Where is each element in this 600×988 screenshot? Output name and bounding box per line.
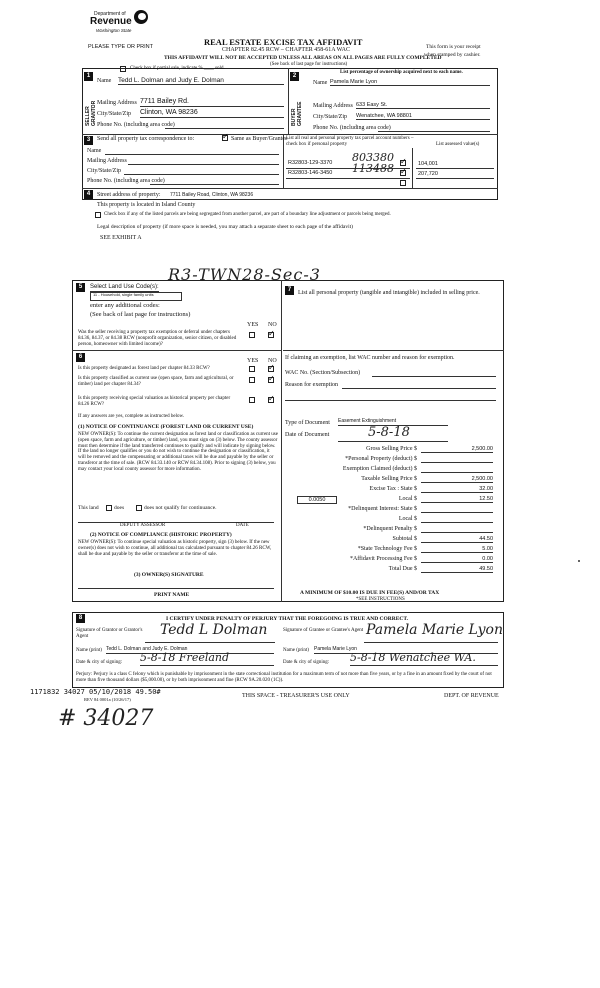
scan-speck [578, 560, 580, 562]
s5-question-1: Was the seller receiving a property tax exemption or deferral under chapters 84.36, 84.37, or 84.38 RCW (nonprofit organization, senior citizen, or disabled person, homeowner with limited income)? [78, 330, 237, 347]
dor-logo-icon [134, 10, 148, 24]
buyer-grantee-label: BUYER GRANTEE [291, 101, 303, 126]
receipt-note-2: when stamped by cashier. [424, 52, 481, 58]
grantee-sig-label: Signature of Grantee or Grantee's Agent [283, 628, 364, 633]
deputy-assessor-label: DEPUTY ASSESSOR [120, 523, 166, 528]
row-subtotal: Subtotal $ 44.50 [392, 536, 493, 542]
certify-statement: I CERTIFY UNDER PENALTY OF PERJURY THAT THE FOREGOING IS TRUE AND CORRECT. [166, 616, 409, 622]
notice1-body: NEW OWNER(S): To continue the current designation as forest land or classification as current use (open space, farm and agriculture, or timber) land, you must sign on (3) below. The county assessor must then determine if the land transferred continues to qualify and will indicate by signing below. If the land no longer qualifies or you do not wish to continue the designation or classification, it will be removed and the compensating or additional taxes will be due and payable by the seller or transferor at the time of sale. (RCW 84.33.140 or RCW 84.34.108). Prior to signing (3) below, you may contact your local county assessor for more information. [78, 432, 278, 472]
s5-q1-no[interactable] [268, 332, 274, 339]
grantee-name-print[interactable]: Pamela Marie Lyon [314, 647, 498, 654]
select-use-label: Select Land Use Code(s): [90, 284, 159, 290]
seller-phone-label: Phone No. (including area code) [97, 122, 175, 128]
property-location: This property is located in Island County [97, 202, 196, 208]
washington-state-label: Washington State [96, 28, 132, 33]
tax-rows [285, 446, 497, 576]
assessed-header: List assessed value(s) [436, 142, 480, 147]
notice2-title: (2) NOTICE OF COMPLIANCE (HISTORIC PROPERTY) [90, 532, 232, 538]
street-address-value[interactable]: 7711 Bailey Road, Clinton, WA 98236 [170, 193, 290, 200]
doc-type-label: Type of Document [285, 420, 330, 426]
does-not-label: does not qualify for continuance. [144, 505, 217, 511]
handwritten-receipt-number: # 34027 [58, 706, 154, 731]
s5-q1-yes[interactable] [249, 332, 255, 339]
buyer-name-label: Name [313, 80, 328, 86]
tax-city-label: City/State/Zip [87, 168, 121, 174]
seller-grantor-label: SELLER GRANTOR [85, 100, 97, 126]
wac-label: WAC No. (Section/Subsection) [285, 370, 361, 376]
parcel-handwritten-1: 803380 [352, 151, 394, 164]
form-title: REAL ESTATE EXCISE TAX AFFIDAVIT [204, 37, 363, 47]
does-not-checkbox[interactable] [136, 505, 142, 512]
tax-name-label: Name [87, 148, 102, 154]
land-use-code-value: 11 - Household, single family units [93, 292, 154, 297]
s6-q1-no[interactable] [268, 366, 274, 373]
local-rate-box[interactable]: 0.0050 [297, 496, 337, 504]
does-checkbox[interactable] [106, 505, 112, 512]
owner-signature-label: (3) OWNER(S) SIGNATURE [134, 572, 204, 578]
parcel-header: List all real and personal property tax parcel account numbers – check box if personal property [286, 136, 414, 147]
parcel-number-1[interactable]: R32803-129-3370 [288, 160, 333, 166]
grantor-signature[interactable]: Tedd L Dolman [160, 622, 268, 638]
handwritten-range-note: R3-TWN28-Sec-3 [168, 265, 321, 284]
same-as-buyer-label: Same as Buyer/Grantee [231, 136, 288, 142]
s6-q3-no[interactable] [268, 397, 274, 404]
parcel-value-2[interactable]: 207,720 [418, 171, 438, 177]
segregated-label: Check box if any of the listed parcels are being segregated from another parcel, are part of a boundary line adjustment or parcels being merged. [104, 212, 391, 217]
parcel-number-2[interactable]: R32803-146-3450 [288, 170, 333, 176]
see-back-label: (See back of last page for instructions) [90, 311, 191, 318]
row-taxable: Taxable Selling Price $ 2,500.00 [361, 476, 493, 482]
treasurer-use-label: THIS SPACE - TREASURER'S USE ONLY [242, 693, 350, 699]
s6-yes-header: YES [247, 358, 259, 364]
buyer-phone-label: Phone No. (including area code) [313, 125, 391, 131]
section-6-number: 6 [76, 353, 85, 362]
segregated-checkbox[interactable] [95, 212, 101, 219]
section-8-number: 8 [76, 614, 85, 623]
doc-date-value[interactable]: 5-8-18 [338, 426, 448, 442]
deputy-date-label: DATE [236, 523, 249, 528]
row-delinquent-local: Local $ [285, 516, 497, 526]
grantee-signature[interactable]: Pamela Marie Lyon [366, 622, 503, 638]
grantor-date-city[interactable]: 5-8-18 Freeland [140, 652, 274, 666]
s6-question-1: Is this property designated as forest land per chapter 84.33 RCW? [78, 366, 210, 371]
section-5-number: 5 [76, 283, 85, 292]
revenue-wordmark: Revenue [90, 16, 132, 27]
notice2-body: NEW OWNER(S): To continue special valuation as historic property, sign (3) below. If the new owner(s) does not wish to continue, all additional tax calculated pursuant to chapter 84.26 RCW, shall be due and payable by the seller or transferor at the time of sale. [78, 540, 272, 557]
s5-no-header: NO [268, 322, 277, 328]
notice1-title: (1) NOTICE OF CONTINUANCE (FOREST LAND OR CURRENT USE) [78, 424, 254, 430]
section-2-number: 2 [290, 72, 299, 81]
parcel-value-1[interactable]: 104,001 [418, 161, 438, 167]
land-use-code-box[interactable] [90, 292, 182, 301]
see-instructions-note: *SEE INSTRUCTIONS [356, 597, 405, 602]
form-chapter: CHAPTER 82.45 RCW – CHAPTER 458-61A WAC [222, 47, 350, 53]
seller-name-label: Name [97, 78, 112, 84]
tax-mailing-label: Mailing Address [87, 158, 127, 164]
grantor-date-city-label: Date & city of signing: [76, 660, 123, 665]
personal-property-label: List all personal property (tangible and intangible) included in selling price. [298, 290, 480, 296]
row-excise-state: Excise Tax : State $ 32.00 [369, 486, 493, 492]
row-delinquent-state: *Delinquent Interest: State $ [285, 506, 497, 516]
grantee-date-city[interactable]: 5-8-18 Wenatchee WA. [350, 652, 498, 666]
grantee-name-print-label: Name (print) [283, 648, 309, 653]
buyer-mailing-value[interactable]: 633 Easy St. [356, 102, 490, 109]
seller-city-label: City/State/Zip [97, 111, 131, 117]
grantor-name-print[interactable]: Tedd L. Dolman and Judy E. Dolman [106, 647, 274, 654]
parcel-handwritten-2: 113488 [352, 162, 394, 175]
section-4-number: 4 [84, 190, 93, 199]
row-tech-fee: *State Technology Fee $ 5.00 [357, 546, 493, 552]
grantee-date-city-label: Date & city of signing: [283, 660, 330, 665]
s6-q2-no[interactable] [268, 377, 274, 384]
send-tax-label: Send all property tax correspondence to: [97, 136, 195, 142]
minimum-due-note: A MINIMUM OF $10.00 IS DUE IN FEE(S) AND/OR TAX [300, 590, 440, 596]
form-number: REV 84 0001a (10/26/17) [84, 697, 131, 702]
s6-question-2: Is this property classified as current use (open space, farm and agricultural, or timber) land per chapter 84.34? [78, 376, 234, 387]
buyer-city-value[interactable]: Wenatchee, WA 98801 [356, 113, 490, 120]
seller-mailing-value[interactable]: 7711 Bailey Rd. [140, 98, 284, 107]
section-1-number: 1 [84, 72, 93, 81]
dept-of-label: Department of [94, 11, 126, 17]
s6-q2-yes[interactable] [249, 377, 255, 384]
row-excise-local: 0.0050 Local $ 12.50 [285, 496, 497, 506]
grantor-name-print-label: Name (print) [76, 648, 102, 653]
additional-codes-label: enter any additional codes: [90, 302, 160, 309]
s6-any-yes: If any answers are yes, complete as instructed below. [78, 414, 185, 419]
partial-sale-checkbox[interactable] [120, 66, 126, 73]
partial-sale-label: Check box if partial sale, indicate % ____ sold. [130, 66, 225, 71]
receipt-note-1: This form is your receipt [426, 44, 481, 50]
s6-q1-yes[interactable] [249, 366, 255, 373]
perjury-statement: Perjury: Perjury is a class C felony which is punishable by imprisonment in the state correctional institution for a maximum term of not more than five years, or by a fine in an amount fixed by the court of not more than five thousand dollars ($5,000.00), or by both imprisonment and fine (RCW 9A.20.020 (1C)). [76, 672, 492, 683]
buyer-mailing-label: Mailing Address [313, 103, 353, 109]
parcel-checkbox-3[interactable] [400, 180, 406, 187]
reason-label: Reason for exemption [285, 382, 338, 388]
this-land-label: This land [78, 505, 99, 511]
exhibit-a-label: SEE EXHIBIT A [100, 235, 142, 241]
row-exemption: Exemption Claimed (deduct) $ [285, 466, 497, 476]
s6-question-3: Is this property receiving special valuation as historical property per chapter 84.26 RCW? [78, 396, 231, 407]
grantor-sig-label: Signature of Grantor or Grantor's Agent [76, 628, 143, 639]
does-label: does [114, 505, 125, 511]
section-3-number: 3 [84, 136, 93, 145]
seller-city-value[interactable]: Clinton, WA 98236 [140, 109, 284, 118]
s6-q3-yes[interactable] [249, 397, 255, 404]
s5-yes-header: YES [247, 322, 259, 328]
treasurer-stamp: 1171832 34027 05/10/2018 49.50# [30, 688, 161, 696]
s6-no-header: NO [268, 358, 277, 364]
buyer-city-label: City/State/Zip [313, 114, 347, 120]
dor-logo [90, 6, 160, 36]
row-gross: Gross Selling Price $ 2,500.00 [366, 446, 493, 452]
row-processing-fee: *Affidavit Processing Fee $ 0.00 [349, 556, 493, 562]
ownership-pct-header: List percentage of ownership acquired next to each name. [340, 70, 463, 75]
doc-type-value[interactable]: Easement Extinguishment [338, 419, 448, 426]
row-total-due: Total Due $ 49.50 [388, 566, 493, 572]
tax-phone-label: Phone No. (including area code) [87, 178, 165, 184]
type-or-print: PLEASE TYPE OR PRINT [88, 44, 154, 50]
print-name-label: PRINT NAME [154, 592, 190, 598]
seller-name-value[interactable]: Tedd L. Dolman and Judy E. Dolman [118, 77, 284, 85]
legal-description-label: Legal description of property (if more space is needed, you may attach a separate sheet to each page of the affidavit) [97, 224, 353, 230]
dept-revenue-label: DEPT. OF REVENUE [444, 693, 499, 699]
row-penalty: *Delinquent Penalty $ [285, 526, 497, 536]
row-personal: *Personal Property (deduct) $ [285, 456, 497, 466]
section-7-number: 7 [285, 286, 294, 295]
seller-mailing-label: Mailing Address [97, 100, 137, 106]
form-warning: THIS AFFIDAVIT WILL NOT BE ACCEPTED UNLESS ALL AREAS ON ALL PAGES ARE FULLY COMPLETED [164, 55, 442, 61]
street-address-label: Street address of property: [97, 192, 161, 198]
same-as-buyer-checkbox[interactable] [222, 135, 228, 142]
see-back-instructions: (See back of last page for instructions) [270, 62, 348, 67]
doc-date-label: Date of Document [285, 432, 330, 438]
buyer-name-value[interactable]: Pamela Marie Lyon [330, 79, 490, 86]
exemption-claim-label: If claiming an exemption, list WAC number and reason for exemption. [285, 355, 455, 361]
parcel-checkbox-2[interactable] [400, 170, 406, 177]
